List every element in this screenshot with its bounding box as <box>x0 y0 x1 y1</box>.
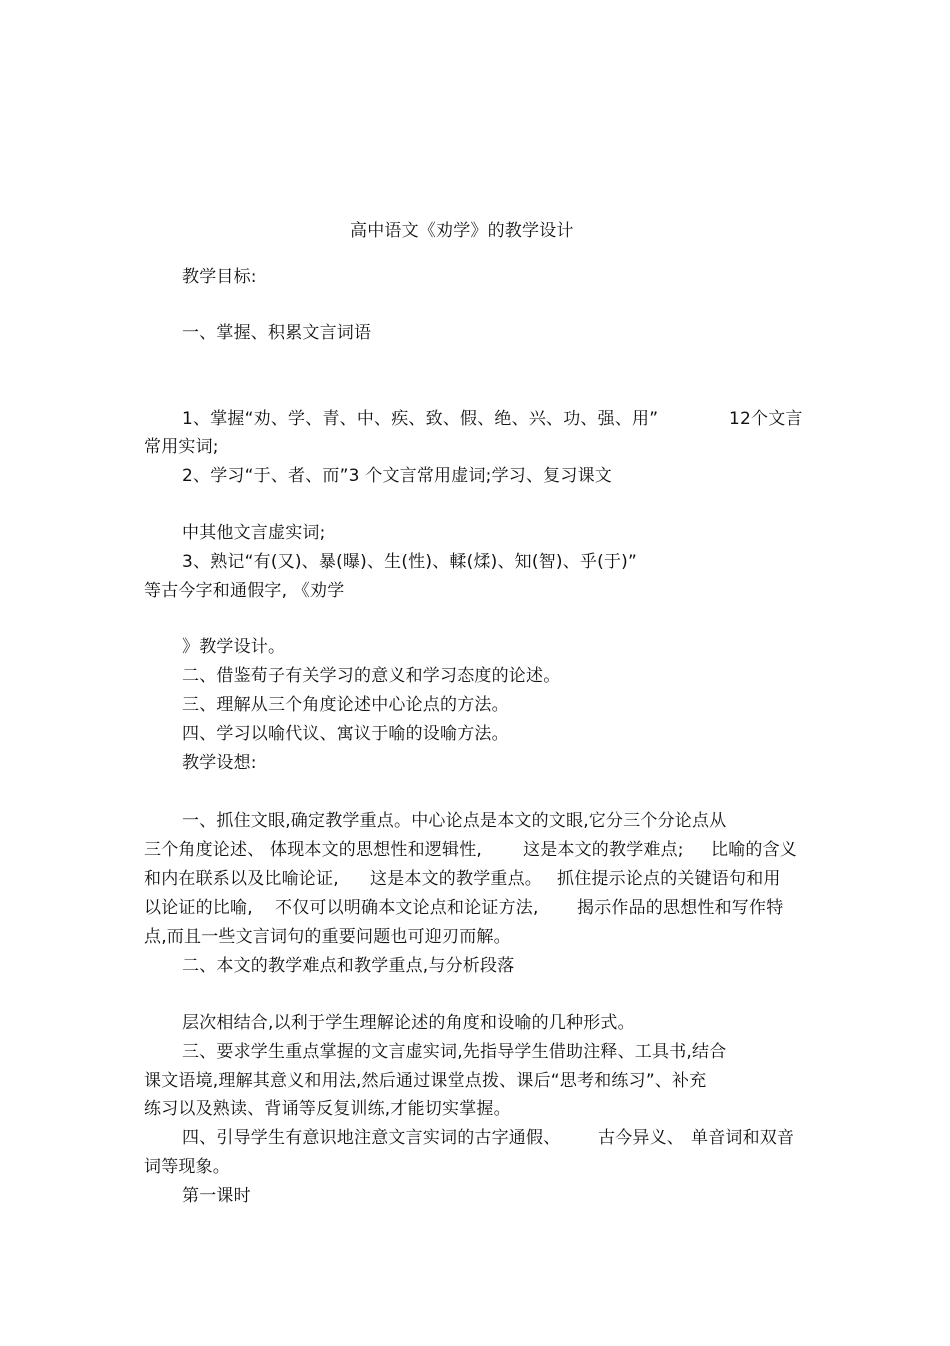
idea-one-line2-a: 三个角度论述、 体现本文的思想性和逻辑性, <box>144 840 483 860</box>
document-title: 高中语文《劝学》的教学设计 <box>350 221 574 241</box>
idea-one-line4-c: 揭示作品的思想性和写作特 <box>577 898 784 918</box>
first-lesson-heading: 第一课时 <box>182 1186 251 1206</box>
goal-item-3-end: 》教学设计。 <box>182 637 286 657</box>
goal-item-2-continued: 中其他文言虚实词; <box>182 523 326 543</box>
goal-item-1-part1: 1、掌握“劝、学、青、中、疾、致、假、绝、兴、功、强、用” <box>182 409 659 429</box>
goal-one: 一、掌握、积累文言词语 <box>182 323 372 343</box>
idea-one-line2-c: 比喻的含义 <box>711 840 797 860</box>
idea-three-line2: 课文语境,理解其意义和用法,然后通过课堂点拨、课后“思考和练习”、补充 <box>144 1071 707 1091</box>
goal-item-3: 3、熟记“有(又)、暴(曝)、生(性)、輮(煣)、知(智)、乎(于)” <box>182 552 638 572</box>
goal-item-1-part2: 12个文言 <box>729 409 803 429</box>
idea-three-line1: 三、要求学生重点掌握的文言虚实词,先指导学生借助注释、工具书,结合 <box>182 1042 727 1062</box>
idea-one-line5: 点,而且一些文言词句的重要问题也可迎刃而解。 <box>144 927 511 947</box>
idea-four-line1-b: 古今异义、 <box>598 1128 684 1148</box>
idea-four-line2: 词等现象。 <box>144 1157 230 1177</box>
idea-two-line2: 层次相结合,以利于学生理解论述的角度和设喻的几种形式。 <box>182 1013 635 1033</box>
idea-four-line1-c: 单音词和双音 <box>691 1128 795 1148</box>
goal-two: 二、借鉴荀子有关学习的意义和学习态度的论述。 <box>182 666 561 686</box>
goal-four: 四、学习以喻代议、寓议于喻的设喻方法。 <box>182 724 509 744</box>
goal-item-3-continued: 等古今字和通假字, 《劝学 <box>144 581 345 601</box>
goal-three: 三、理解从三个角度论述中心论点的方法。 <box>182 695 509 715</box>
idea-two-line1: 二、本文的教学难点和教学重点,与分析段落 <box>182 956 515 976</box>
idea-one-line3-a: 和内在联系以及比喻论证, <box>144 869 339 889</box>
idea-three-line3: 练习以及熟读、背诵等反复训练,才能切实掌握。 <box>144 1099 511 1119</box>
goal-item-2: 2、学习“于、者、而”3 个文言常用虚词;学习、复习课文 <box>182 466 612 486</box>
goal-item-1-continued: 常用实词; <box>144 437 219 457</box>
idea-one-line2-b: 这是本文的教学难点; <box>523 840 684 860</box>
idea-one-line4-a: 以论证的比喻, <box>144 898 253 918</box>
idea-four-line1-a: 四、引导学生有意识地注意文言实词的古字通假、 <box>182 1128 561 1148</box>
heading-teaching-ideas: 教学设想: <box>182 753 257 773</box>
idea-one-line4-b: 不仅可以明确本文论点和论证方法, <box>275 898 539 918</box>
idea-one-line3-c: 抓住提示论点的关键语句和用 <box>557 869 781 889</box>
idea-one-line3-b: 这是本文的教学重点。 <box>370 869 542 889</box>
idea-one-line1: 一、抓住文眼,确定教学重点。中心论点是本文的文眼,它分三个分论点从 <box>182 811 727 831</box>
heading-teaching-goals: 教学目标: <box>182 267 257 287</box>
